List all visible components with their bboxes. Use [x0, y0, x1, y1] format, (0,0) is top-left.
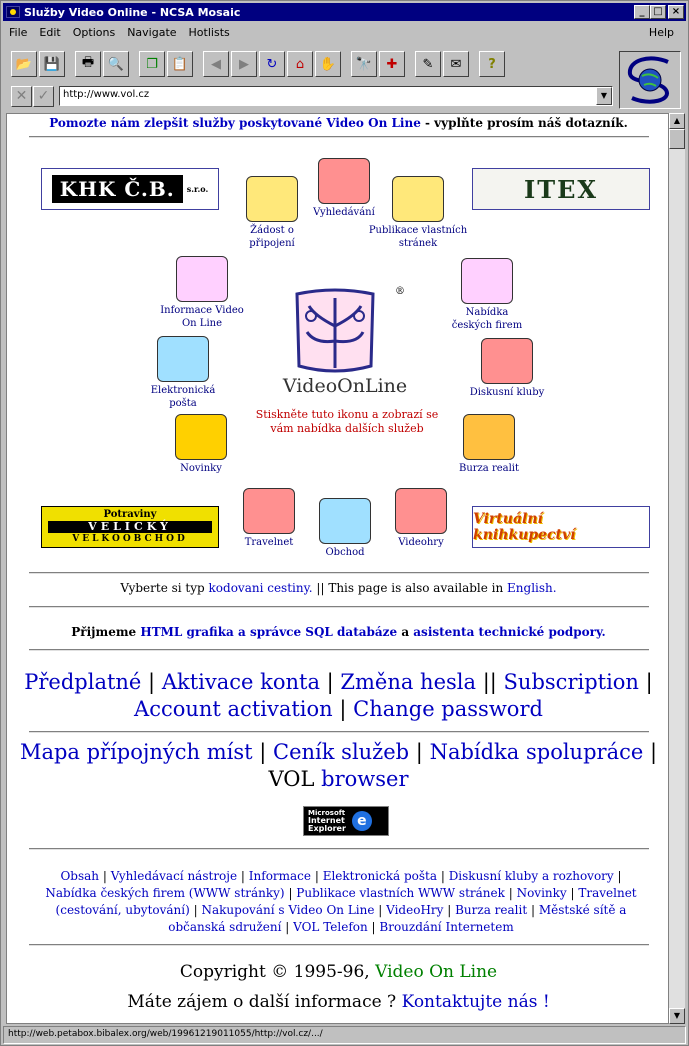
brand-wordmark: VideoOnLine — [282, 375, 408, 397]
mapa-link[interactable]: Mapa přípojných míst — [19, 740, 253, 764]
english-link[interactable]: English. — [507, 581, 557, 595]
divider — [29, 136, 649, 138]
vyhledavani-label: Vyhledávání — [313, 207, 375, 218]
stop-icon[interactable]: ✋ — [315, 51, 341, 77]
cenik-link[interactable]: Ceník služeb — [273, 740, 410, 764]
close-button[interactable]: × — [668, 5, 684, 19]
informace-icon[interactable] — [159, 256, 245, 330]
footer-link[interactable]: Diskusní kluby a rozhovory — [448, 869, 614, 883]
video-online-link[interactable]: Video On Line — [375, 962, 498, 982]
save-icon[interactable]: 💾 — [39, 51, 65, 77]
account-links: Předplatné | Aktivace konta | Změna hesla || Subscription | Account activation | Change password — [24, 670, 653, 721]
itex-banner[interactable] — [472, 168, 650, 210]
url-field[interactable] — [59, 86, 613, 106]
mosaic-app-icon — [6, 6, 20, 18]
video-online-emblem-icon — [275, 286, 415, 378]
title-bar — [3, 3, 686, 21]
divider — [29, 606, 649, 608]
open-icon[interactable]: 📂 — [11, 51, 37, 77]
footer-link[interactable]: VideoHry — [386, 903, 444, 917]
diskusni-icon[interactable] — [469, 338, 545, 399]
divider — [29, 649, 649, 651]
coding-mid: || This page is also available in — [312, 581, 508, 595]
videohry-label: Videohry — [398, 537, 444, 548]
copy-icon[interactable]: ❐ — [139, 51, 165, 77]
home-icon[interactable]: ⌂ — [287, 51, 313, 77]
address-row — [11, 84, 613, 108]
center-description: Stiskněte tuto ikonu a zobrazí se vám nabídka dalších služeb — [255, 408, 439, 435]
novinky-icon[interactable] — [165, 414, 237, 475]
divider — [29, 572, 649, 574]
menu-file[interactable]: File — [9, 25, 28, 39]
scroll-down-icon[interactable]: ▼ — [669, 1008, 685, 1024]
service-links: Mapa přípojných míst | Ceník služeb | Nabídka spolupráce | VOL browser — [19, 740, 658, 791]
footer-link[interactable]: Elektronická pošta — [322, 869, 438, 883]
menu-bar — [3, 23, 686, 41]
khk-label: KHK Č.B. — [52, 175, 183, 203]
spoluprace-link[interactable]: Nabídka spolupráce — [429, 740, 644, 764]
itex-label: ITEX — [524, 174, 598, 204]
zadost-label: Žádost o připojení — [249, 225, 295, 249]
job-link-html[interactable]: HTML grafika a správce SQL databáze — [140, 625, 398, 639]
zmena-hesla-link[interactable]: Změna hesla — [340, 670, 477, 694]
find-icon[interactable]: 🔭 — [351, 51, 377, 77]
knihkupectvi-label: Virtuální knihkupectví — [473, 511, 576, 543]
scroll-up-icon[interactable]: ▲ — [669, 113, 685, 129]
potraviny-bot: VELKOOBCHOD — [72, 534, 188, 544]
informace-label: Informace Video On Line — [160, 305, 244, 329]
status-text: http://web.petabox.bibalex.org/web/19961219011055/http://vol.cz/.../ — [8, 1029, 323, 1039]
video-online-logo[interactable] — [275, 286, 415, 406]
news-icon[interactable]: ✉ — [443, 51, 469, 77]
survey-text: - vyplňte prosím náš dotazník. — [420, 116, 628, 130]
zadost-icon[interactable] — [237, 176, 307, 250]
cancel-icon[interactable]: ✕ — [11, 86, 32, 107]
jobs-pre: Přijmeme — [71, 625, 141, 639]
account-activation-link[interactable]: Account activation — [134, 697, 333, 721]
ie-l2: Internet — [308, 816, 345, 825]
menu-options[interactable]: Options — [72, 25, 116, 39]
survey-link[interactable]: Pomozte nám zlepšit služby poskytované Video On Line — [49, 116, 421, 130]
burza-label: Burza realit — [458, 463, 520, 474]
travelnet-icon[interactable] — [233, 488, 305, 549]
predplatne-link[interactable]: Předplatné — [24, 670, 142, 694]
menu-navigate[interactable]: Navigate — [127, 25, 177, 39]
chevron-down-icon[interactable]: ▼ — [596, 87, 612, 105]
accept-icon[interactable]: ✓ — [33, 86, 54, 107]
subscription-link[interactable]: Subscription — [503, 670, 639, 694]
window-title: Služby Video Online - NCSA Mosaic — [24, 5, 241, 19]
vertical-scrollbar[interactable] — [669, 113, 685, 1024]
reload-icon[interactable]: ↻ — [259, 51, 285, 77]
copyright-text: Copyright © 1995-96, — [179, 962, 376, 982]
annotate-icon[interactable]: ✎ — [415, 51, 441, 77]
print-icon[interactable]: 🖶 — [75, 51, 101, 77]
registered-mark: ® — [395, 286, 405, 297]
forward-icon[interactable]: ▶ — [231, 51, 257, 77]
divider — [29, 848, 649, 850]
posta-label: Elektronická pošta — [150, 385, 216, 409]
publikace-icon[interactable] — [363, 176, 473, 250]
add-hotlist-icon[interactable]: ✚ — [379, 51, 405, 77]
nabidka-icon[interactable] — [447, 258, 527, 332]
khk-banner[interactable] — [41, 168, 219, 210]
ie-badge[interactable] — [303, 806, 389, 836]
footer-link[interactable]: Travelnet (cestování, ubytování) — [55, 886, 637, 917]
job-link-support[interactable]: asistenta technické podpory. — [413, 625, 606, 639]
burza-icon[interactable] — [451, 414, 527, 475]
minimize-button[interactable]: _ — [634, 5, 650, 19]
maximize-button[interactable]: □ — [650, 5, 666, 19]
copyright-line — [7, 962, 669, 982]
footer-link[interactable]: Brouzdání Internetem — [379, 920, 514, 934]
jobs-mid: a — [397, 625, 414, 639]
url-text: http://www.vol.cz — [63, 89, 150, 100]
potraviny-banner[interactable] — [41, 506, 219, 548]
mosaic-globe-logo[interactable] — [619, 51, 681, 109]
footer-link[interactable]: Publikace vlastních WWW stránek — [296, 886, 505, 900]
contact-link[interactable]: Kontaktujte nás ! — [401, 992, 550, 1012]
posta-icon[interactable] — [143, 336, 223, 410]
footer-link[interactable]: Burza realit — [455, 903, 528, 917]
khk-sub: s.r.o. — [186, 184, 209, 194]
footer-link[interactable]: Informace — [248, 869, 312, 883]
footer-links: Obsah | Vyhledávací nástroje | Informace | Elektronická pošta | Diskusní kluby a rozhovory | Nabídka českých firem (WWW stránky) | Publikace vlastních WWW stránek | Novinky | Travelnet (cestování, ubytování) | Nakupování s Video On Line | VideoHry | Burza realit | Městské sítě a občanská sdružení | VOL Telefon | Brouzdání Internetem — [45, 869, 637, 934]
change-password-link[interactable]: Change password — [353, 697, 543, 721]
obchod-icon[interactable] — [309, 498, 381, 559]
ie-l1: Microsoft — [308, 809, 346, 817]
divider — [29, 731, 649, 733]
footer-link[interactable]: Nabídka českých firem (WWW stránky) — [45, 886, 285, 900]
potraviny-mid: VELICKÝ — [48, 521, 212, 533]
videohry-icon[interactable] — [385, 488, 457, 549]
paste-icon[interactable]: 📋 — [167, 51, 193, 77]
footer-link[interactable]: Nakupování s Video On Line — [201, 903, 375, 917]
coding-pre: Vyberte si typ — [120, 581, 209, 595]
divider — [29, 944, 649, 946]
help-icon[interactable]: ? — [479, 51, 505, 77]
footer-link[interactable]: Vyhledávací nástroje — [110, 869, 238, 883]
ie-logo-icon: e — [352, 811, 372, 831]
ie-l3: Explorer — [308, 824, 346, 833]
footer-link[interactable]: Obsah — [60, 869, 100, 883]
footer-link[interactable]: VOL Telefon — [293, 920, 368, 934]
travelnet-label: Travelnet — [244, 537, 294, 548]
knihkupectvi-banner[interactable] — [472, 506, 650, 548]
toolbar — [11, 50, 507, 78]
diskusni-label: Diskusní kluby — [469, 387, 545, 398]
jobs-line — [7, 624, 669, 641]
back-icon[interactable]: ◀ — [203, 51, 229, 77]
potraviny-top: Potraviny — [103, 509, 157, 520]
contact-line — [7, 992, 669, 1012]
menu-edit[interactable]: Edit — [39, 25, 61, 39]
menu-help[interactable]: Help — [648, 25, 674, 39]
footer-link[interactable]: Novinky — [516, 886, 567, 900]
preview-icon[interactable]: 🔍 — [103, 51, 129, 77]
obchod-label: Obchod — [325, 547, 365, 558]
vol-text: VOL — [268, 767, 322, 791]
novinky-label: Novinky — [180, 463, 222, 474]
publikace-label: Publikace vlastních stránek — [368, 225, 468, 249]
nabidka-label: Nabídka českých firem — [451, 307, 523, 331]
scroll-thumb[interactable] — [669, 129, 685, 149]
survey-line — [7, 114, 669, 130]
status-bar — [3, 1026, 686, 1044]
coding-link[interactable]: kodovani cestiny. — [208, 581, 313, 595]
footer-link[interactable]: Městské sítě a občanská sdružení — [168, 903, 627, 934]
coding-line — [7, 580, 669, 597]
page-content — [6, 113, 669, 1024]
aktivace-link[interactable]: Aktivace konta — [161, 670, 320, 694]
contact-text: Máte zájem o další informace ? — [127, 992, 402, 1012]
menu-hotlists[interactable]: Hotlists — [188, 25, 230, 39]
browser-link[interactable]: browser — [321, 767, 409, 791]
